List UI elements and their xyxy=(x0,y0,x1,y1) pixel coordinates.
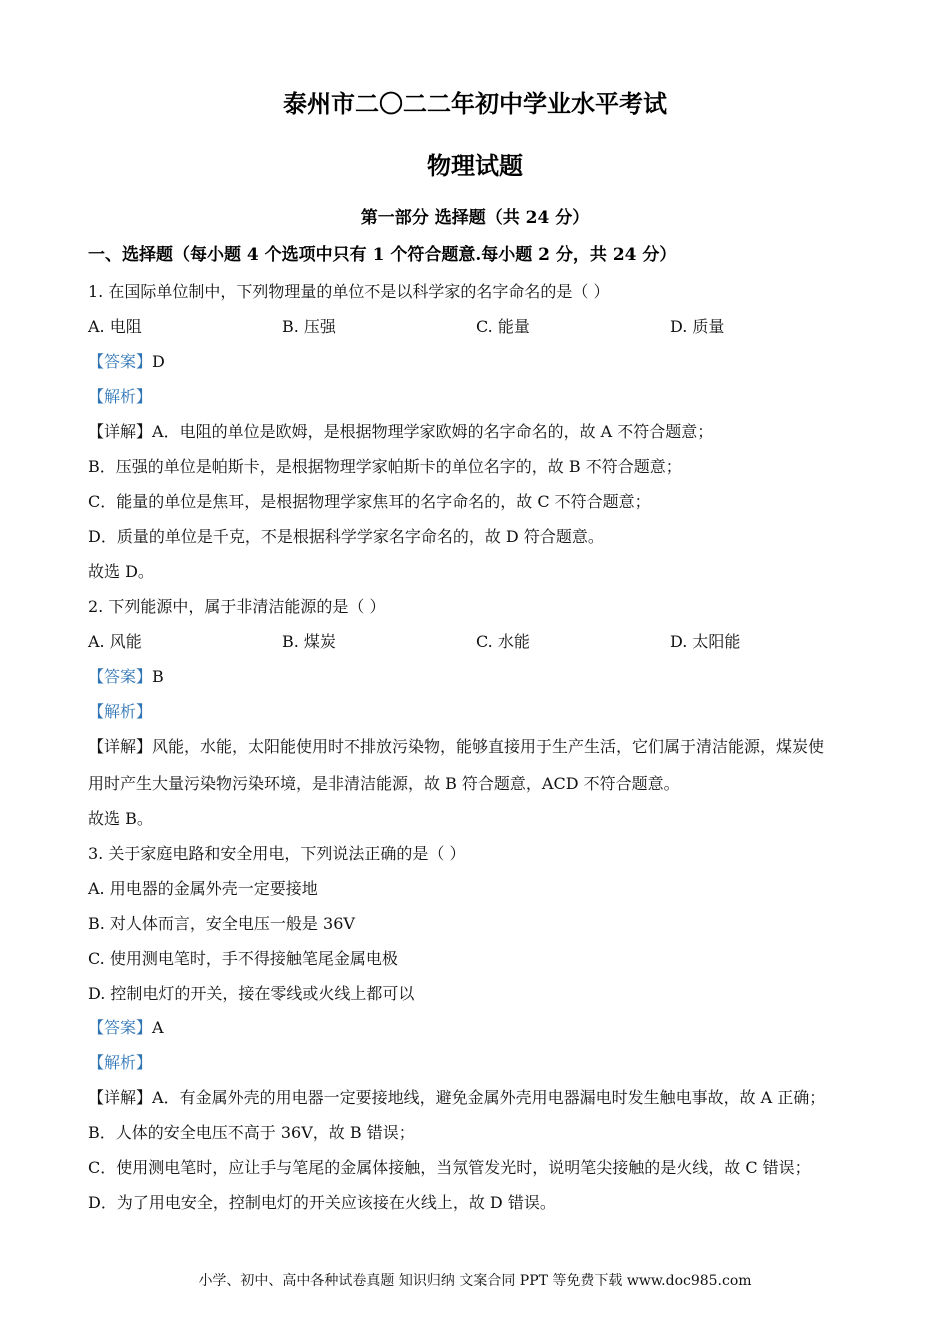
q3-detail-c: C．使用测电笔时，应让手与笔尾的金属体接触，当氖管发光时，说明笔尖接触的是火线，故 C 错误； xyxy=(88,1158,811,1177)
detail-tag: 【详解】 xyxy=(88,737,153,756)
q3-option-a: A. 用电器的金属外壳一定要接地 xyxy=(88,879,318,898)
q3-analysis-tag: 【解析】 xyxy=(88,1053,153,1072)
answer-tag: 【答案】 xyxy=(88,352,153,371)
q3-option-b: B. 对人体而言，安全电压一般是 36V xyxy=(88,914,355,933)
detail-text: 风能，水能，太阳能使用时不排放污染物，能够直接用于生产生活，它们属于清洁能源，煤炭使 xyxy=(152,737,825,756)
q1-detail-c: C．能量的单位是焦耳，是根据物理学家焦耳的名字命名的，故 C 不符合题意； xyxy=(88,492,651,511)
part-heading: 第一部分 选择题（共 24 分） xyxy=(360,208,590,228)
q1-answer xyxy=(88,349,165,372)
q2-detail-line xyxy=(88,734,824,757)
q2-option-c: C. 水能 xyxy=(476,632,530,651)
q2-answer xyxy=(88,664,164,687)
q3-option-d: D. 控制电灯的开关，接在零线或火线上都可以 xyxy=(88,984,415,1003)
q1-stem: 1. 在国际单位制中，下列物理量的单位不是以科学家的名字命名的是（ ） xyxy=(88,282,610,301)
answer-value: A xyxy=(152,1018,164,1037)
detail-text: A．有金属外壳的用电器一定要接地线，避免金属外壳用电器漏电时发生触电事故，故 A 正确； xyxy=(152,1088,826,1107)
q2-option-b: B. 煤炭 xyxy=(282,632,336,651)
q3-stem: 3. 关于家庭电路和安全用电，下列说法正确的是（ ） xyxy=(88,844,466,863)
answer-tag: 【答案】 xyxy=(88,667,153,686)
q2-conclusion: 故选 B。 xyxy=(88,809,153,828)
q1-detail-d: D．质量的单位是千克，不是根据科学学家名字命名的，故 D 符合题意。 xyxy=(88,527,604,546)
q2-analysis-tag: 【解析】 xyxy=(88,702,153,721)
q3-answer xyxy=(88,1015,164,1038)
exam-title: 泰州市二〇二二年初中学业水平考试 xyxy=(283,89,667,118)
detail-text: A．电阻的单位是欧姆，是根据物理学家欧姆的名字命名的，故 A 不符合题意； xyxy=(152,422,714,441)
q2-option-d: D. 太阳能 xyxy=(670,632,741,651)
q1-detail-line xyxy=(88,419,713,442)
q2-option-a: A. 风能 xyxy=(88,632,142,651)
answer-value: B xyxy=(152,667,164,686)
q1-conclusion: 故选 D。 xyxy=(88,562,154,581)
q3-detail-b: B．人体的安全电压不高于 36V，故 B 错误； xyxy=(88,1123,415,1142)
answer-value: D xyxy=(152,352,165,371)
q1-detail-b: B．压强的单位是帕斯卡，是根据物理学家帕斯卡的单位名字的，故 B 不符合题意； xyxy=(88,457,682,476)
q1-option-d: D. 质量 xyxy=(670,317,725,336)
q1-option-b: B. 压强 xyxy=(282,317,336,336)
q3-option-c: C. 使用测电笔时，手不得接触笔尾金属电极 xyxy=(88,949,398,968)
q3-detail-line xyxy=(88,1085,825,1108)
page-footer: 小学、初中、高中各种试卷真题 知识归纳 文案合同 PPT 等免费下载 www.doc985.com xyxy=(198,1273,752,1289)
section-heading: 一、选择题（每小题 4 个选项中只有 1 个符合题意.每小题 2 分，共 24 分） xyxy=(88,245,677,265)
detail-tag: 【详解】 xyxy=(88,1088,153,1107)
q1-option-c: C. 能量 xyxy=(476,317,530,336)
subject-title: 物理试题 xyxy=(427,151,523,180)
detail-tag: 【详解】 xyxy=(88,422,153,441)
q1-analysis-tag: 【解析】 xyxy=(88,387,153,406)
answer-tag: 【答案】 xyxy=(88,1018,153,1037)
q2-detail-cont: 用时产生大量污染物污染环境，是非清洁能源，故 B 符合题意，ACD 不符合题意。 xyxy=(88,774,680,793)
q1-option-a: A. 电阻 xyxy=(88,317,142,336)
q2-stem: 2. 下列能源中，属于非清洁能源的是（ ） xyxy=(88,597,386,616)
q3-detail-d: D．为了用电安全，控制电灯的开关应该接在火线上，故 D 错误。 xyxy=(88,1193,556,1212)
